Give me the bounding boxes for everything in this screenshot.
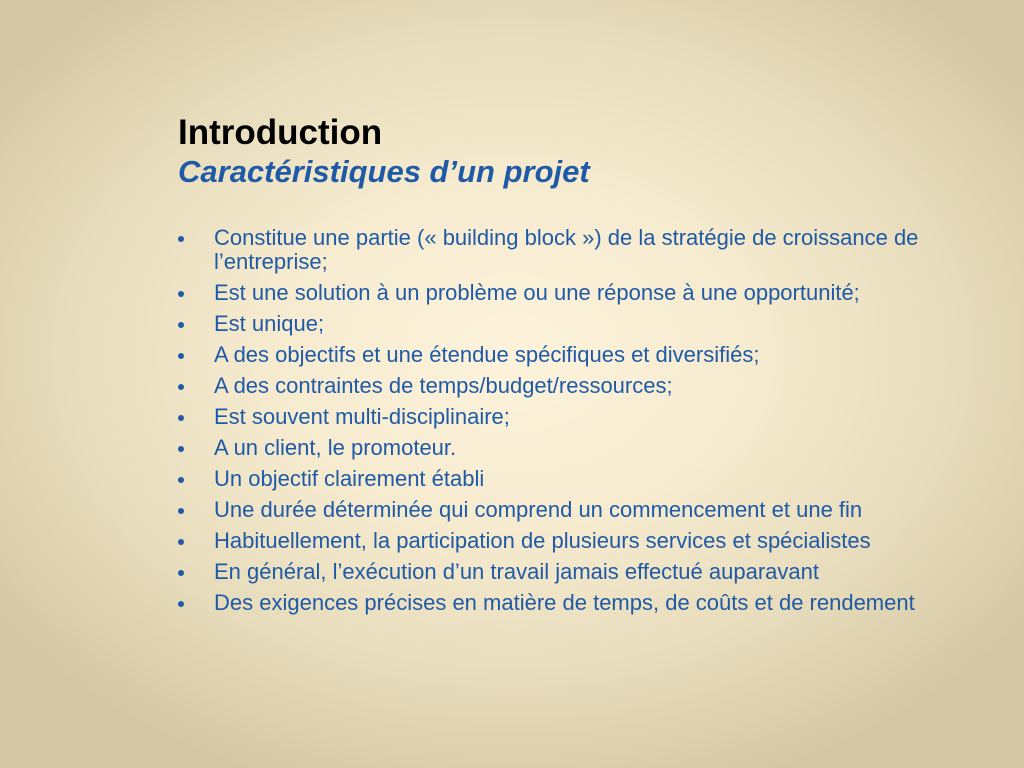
bullet-dot-icon <box>178 236 184 242</box>
title-block <box>178 113 978 191</box>
bullet-item <box>176 281 996 305</box>
bullet-dot-icon <box>178 291 184 297</box>
bullet-text: Un objectif clairement établi <box>214 466 485 491</box>
bullet-dot-icon <box>178 415 184 421</box>
bullet-text: Est souvent multi-disciplinaire; <box>214 404 510 429</box>
bullet-item <box>176 591 996 615</box>
bullet-text: Est unique; <box>214 311 325 336</box>
bullet-text: Constitue une partie (« building block ») de la stratégie de croissance de l’entreprise; <box>214 225 919 274</box>
bullet-dot-icon <box>178 384 184 390</box>
bullet-item <box>176 226 996 274</box>
bullet-dot-icon <box>178 508 184 514</box>
bullet-item <box>176 436 996 460</box>
bullet-item <box>176 498 996 522</box>
bullet-text: Habituellement, la participation de plusieurs services et spécialistes <box>214 528 871 553</box>
bullet-item <box>176 467 996 491</box>
bullet-text: A des contraintes de temps/budget/ressources; <box>214 373 673 398</box>
bullet-dot-icon <box>178 322 184 328</box>
bullet-text: En général, l’exécution d’un travail jamais effectué auparavant <box>214 559 819 584</box>
bullet-item <box>176 405 996 429</box>
bullet-dot-icon <box>178 353 184 359</box>
bullet-text: Des exigences précises en matière de temps, de coûts et de rendement <box>214 590 915 615</box>
bullet-dot-icon <box>178 601 184 607</box>
bullet-dot-icon <box>178 570 184 576</box>
bullet-list <box>176 226 996 622</box>
bullet-text: Une durée déterminée qui comprend un commencement et une fin <box>214 497 863 522</box>
bullet-item <box>176 343 996 367</box>
bullet-item <box>176 374 996 398</box>
bullet-item <box>176 312 996 336</box>
bullet-text: A un client, le promoteur. <box>214 435 457 460</box>
bullet-dot-icon <box>178 446 184 452</box>
bullet-text: Est une solution à un problème ou une réponse à une opportunité; <box>214 280 860 305</box>
bullet-dot-icon <box>178 539 184 545</box>
slide-title: Introduction <box>178 113 383 152</box>
bullet-dot-icon <box>178 477 184 483</box>
bullet-item <box>176 560 996 584</box>
bullet-item <box>176 529 996 553</box>
slide-subtitle: Caractéristiques d’un projet <box>178 154 590 189</box>
bullet-text: A des objectifs et une étendue spécifiques et diversifiés; <box>214 342 760 367</box>
